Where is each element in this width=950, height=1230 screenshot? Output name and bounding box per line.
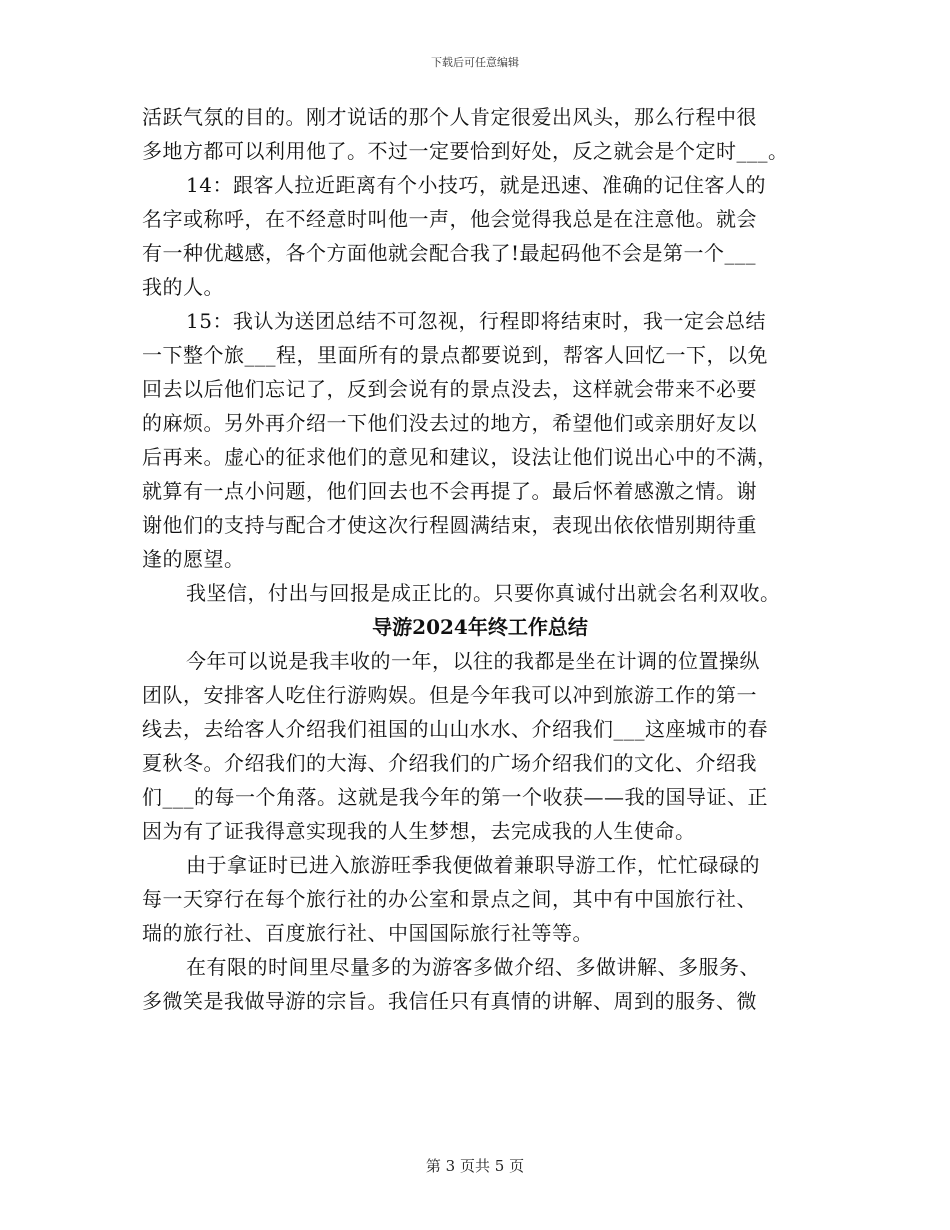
text-line: 活跃气氛的目的。刚才说话的那个人肯定很爱出风头，那么行程中很 <box>142 105 757 129</box>
text-line: 在有限的时间里尽量多的为游客多做介绍、多做讲解、多服务、 <box>186 955 760 979</box>
paragraphs-before-title <box>142 100 818 610</box>
text-line: 14：跟客人拉近距离有个小技巧，就是迅速、准确的记住客人的 <box>186 173 766 197</box>
text-line: 今年可以说是我丰收的一年，以往的我都是坐在计调的位置操纵 <box>186 649 760 673</box>
text-line: 名字或称呼，在不经意时叫他一声，他会觉得我总是在注意他。就会 <box>142 207 757 231</box>
text-line: 逢的愿望。 <box>142 547 245 571</box>
text-line: 由于拿证时已进入旅游旺季我便做着兼职导游工作，忙忙碌碌的 <box>186 853 760 877</box>
text-line: 一下整个旅___程，里面所有的景点都要说到，帮客人回忆一下，以免 <box>142 343 768 367</box>
text-line: 谢他们的支持与配合才使这次行程圆满结束，表现出依依惜别期待重 <box>142 513 757 537</box>
text-line: 的麻烦。另外再介绍一下他们没去过的地方，希望他们或亲朋好友以 <box>142 411 757 435</box>
text-line: 团队，安排客人吃住行游购娱。但是今年我可以冲到旅游工作的第一 <box>142 683 757 707</box>
text-line: 我坚信，付出与回报是成正比的。只要你真诚付出就会名利双收。 <box>186 581 781 605</box>
header-note: 下载后可任意编辑 <box>431 56 519 69</box>
section-title: 导游2024年终工作总结 <box>372 615 588 639</box>
text-line: 多微笑是我做导游的宗旨。我信任只有真情的讲解、周到的服务、微 <box>142 989 757 1013</box>
text-line: 每一天穿行在每个旅行社的办公室和景点之间，其中有中国旅行社、 <box>142 887 757 911</box>
document-body <box>142 100 818 1018</box>
text-line: 们___的每一个角落。这就是我今年的第一个收获——我的国导证、正 <box>142 785 768 809</box>
text-line: 回去以后他们忘记了，反到会说有的景点没去，这样就会带来不必要 <box>142 377 757 401</box>
text-line: 后再来。虚心的征求他们的意见和建议，设法让他们说出心中的不满， <box>142 445 778 469</box>
text-line: 夏秋冬。介绍我们的大海、介绍我们的广场介绍我们的文化、介绍我 <box>142 751 757 775</box>
text-line: 瑞的旅行社、百度旅行社、中国国际旅行社等等。 <box>142 921 593 945</box>
text-line: 有一种优越感，各个方面他就会配合我了!最起码他不会是第一个___ <box>142 241 757 265</box>
paragraphs-after-title <box>142 644 818 1018</box>
text-line: 15：我认为送团总结不可忽视，行程即将结束时，我一定会总结 <box>186 309 766 333</box>
text-line: 多地方都可以利用他了。不过一定要恰到好处，反之就会是个定时___。 <box>142 139 789 163</box>
text-line: 我的人。 <box>142 275 224 299</box>
text-line: 线去，去给客人介绍我们祖国的山山水水、介绍我们___这座城市的春 <box>142 717 768 741</box>
page-footer: 第 3 页共 5 页 <box>425 1157 525 1175</box>
text-line: 就算有一点小问题，他们回去也不会再提了。最后怀着感激之情。谢 <box>142 479 757 503</box>
text-line: 因为有了证我得意实现我的人生梦想，去完成我的人生使命。 <box>142 819 696 843</box>
